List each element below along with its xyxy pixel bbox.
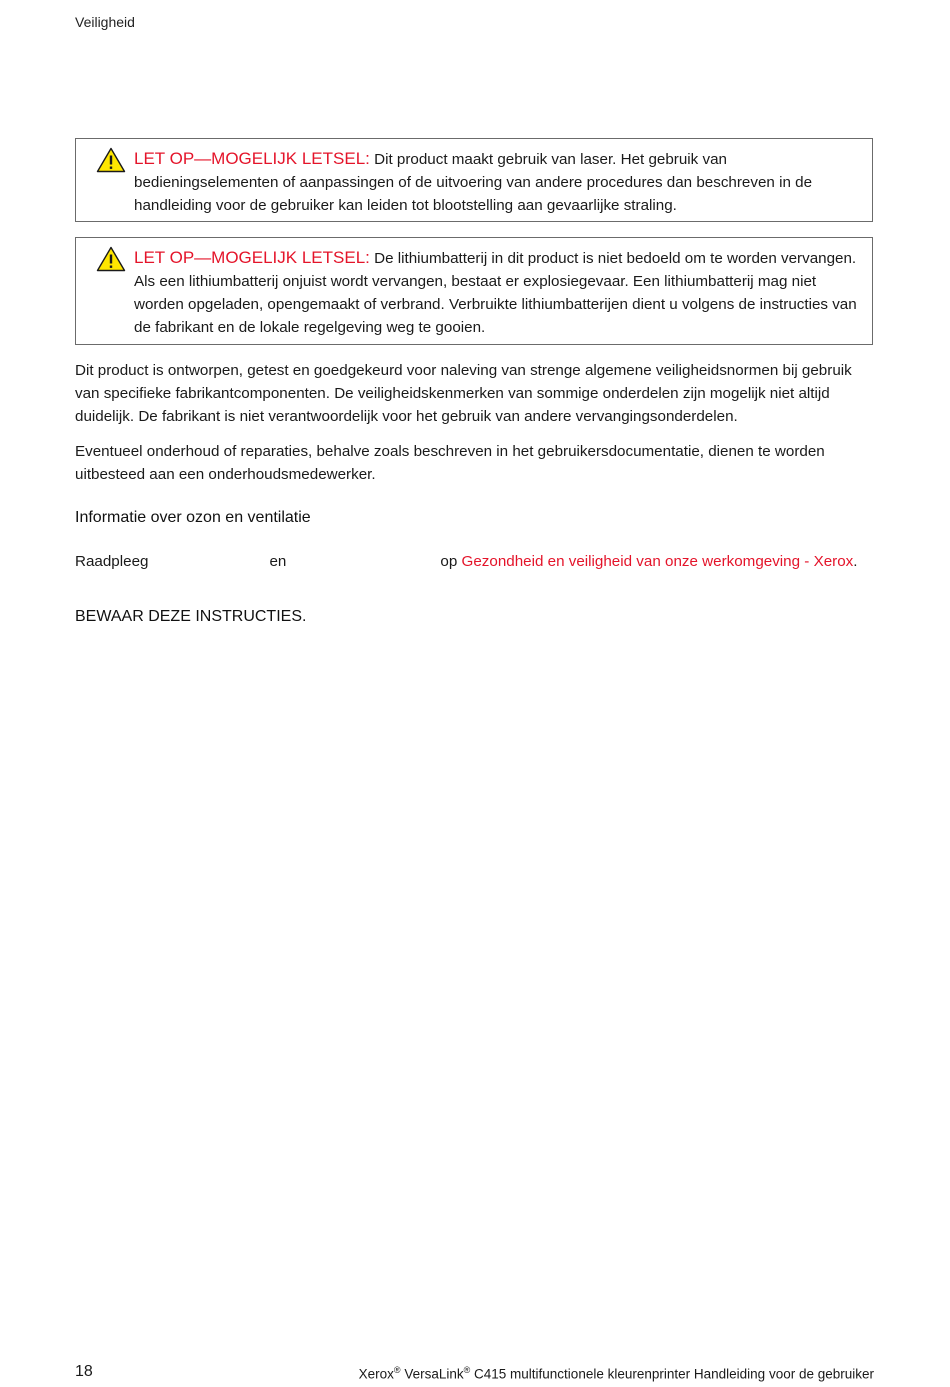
ref-end: .	[853, 553, 858, 570]
footer-brand: Xerox	[358, 1366, 394, 1382]
warning-text	[134, 246, 862, 339]
warning-triangle-icon	[96, 246, 126, 272]
warning-box-laser	[75, 138, 873, 222]
maintenance-paragraph: Eventueel onderhoud of reparaties, behalve zoals beschreven in het gebruikersdocumentatie, dienen te worden uitbesteed aan een onderhoudsmedewerker.	[75, 443, 825, 483]
running-header: Veiligheid	[75, 14, 135, 30]
warning-triangle-icon	[96, 147, 126, 173]
warning-text	[134, 147, 862, 217]
health-safety-link[interactable]: Gezondheid en veiligheid van onze werkomgeving - Xerox	[461, 553, 854, 570]
footer-product: VersaLink	[404, 1366, 464, 1382]
ozone-reference-text	[75, 550, 875, 573]
ref-word: Raadpleeg	[75, 553, 149, 570]
footer-title-rest: C415 multifunctionele kleurenprinter Handleiding voor de gebruiker	[474, 1366, 874, 1382]
safety-paragraph: Dit product is ontworpen, getest en goedgekeurd voor naleving van strenge algemene veiligheidsnormen bij gebruik van specifieke fabrikantcomponenten. De veiligheidskenmerken van sommige onderdelen zijn mogelijk niet altijd duidelijk. De fabrikant is niet verantwoordelijk voor het gebruik van andere vervangingsonderdelen.	[75, 362, 852, 425]
registered-mark: ®	[463, 1365, 471, 1375]
save-instructions: BEWAAR DEZE INSTRUCTIES.	[75, 608, 307, 625]
registered-mark: ®	[393, 1365, 401, 1375]
warning-body: De lithiumbatterij in dit product is niet bedoeld om te worden vervangen. Als een lithiumbatterij onjuist wordt vervangen, bestaat er explosiegevaar. Een lithiumbatterij mag niet worden opgeladen, opengemaakt of verbrand. Verbruikte lithiumbatterijen dient u volgens de instructies van de fabrikant en de lokale regelgeving weg te gooien.	[134, 250, 857, 336]
warning-body: Dit product maakt gebruik van laser. Het gebruik van bedieningselementen of aanpassingen of de uitvoering van andere procedures dan beschreven in de handleiding voor de gebruiker kan leiden tot blootstelling aan gevaarlijke straling.	[134, 151, 813, 214]
footer-title	[359, 1365, 874, 1382]
page-number: 18	[75, 1363, 93, 1380]
ref-word: en	[269, 553, 287, 570]
ref-word: op	[440, 553, 458, 570]
warning-label: LET OP—MOGELIJK LETSEL:	[134, 248, 370, 267]
warning-label: LET OP—MOGELIJK LETSEL:	[134, 149, 370, 168]
section-heading: Informatie over ozon en ventilatie	[75, 509, 311, 526]
warning-box-battery	[75, 237, 873, 345]
